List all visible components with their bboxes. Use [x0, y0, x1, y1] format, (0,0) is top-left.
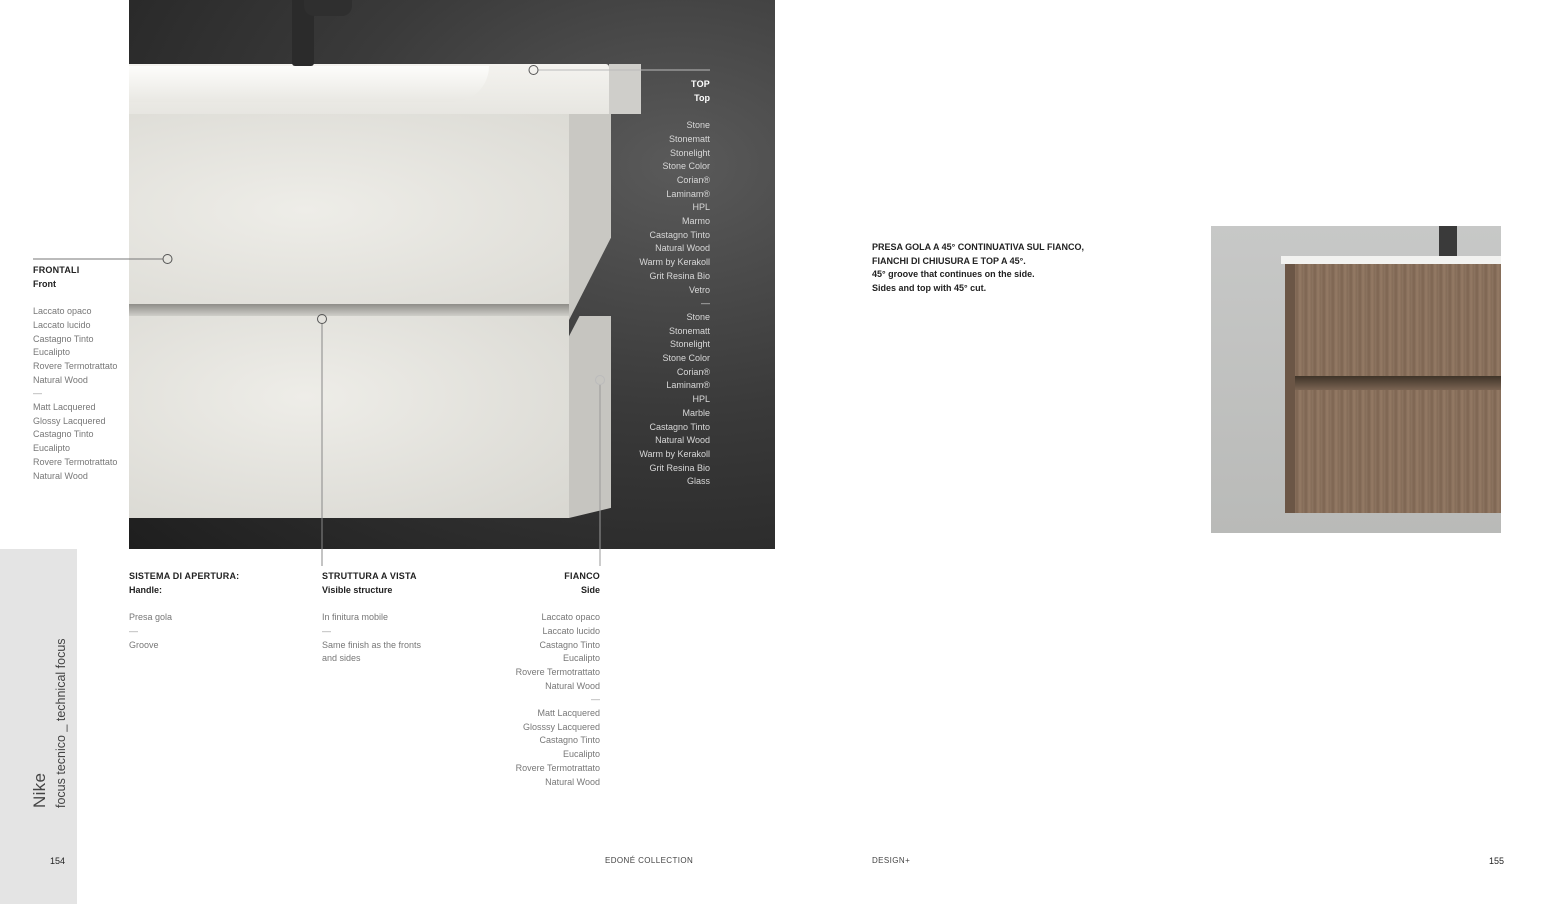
top-item: Vetro — [688, 284, 710, 295]
fianco-item: Laccato opaco — [541, 612, 600, 623]
top-item: Marmo — [681, 216, 710, 227]
top-subheading: Top — [694, 92, 710, 103]
top-item: Marble — [682, 407, 710, 418]
frontali-item: Rovere Termotrattato — [33, 456, 118, 467]
fianco-item: Natural Wood — [545, 680, 600, 691]
top-label — [610, 78, 710, 489]
top-item: Castagno Tinto — [649, 421, 710, 432]
fianco-item: Eucalipto — [562, 653, 600, 664]
top-item: Grit Resina Bio — [649, 462, 710, 473]
top-item: Stonematt — [668, 133, 710, 144]
fianco-item: Castagno Tinto — [539, 639, 600, 650]
photo-sink-basin — [129, 66, 489, 102]
top-item: Stone — [686, 120, 710, 131]
top-item: Corian® — [676, 174, 710, 185]
frontali-item: Laccato opaco — [33, 306, 92, 317]
detail-top-slab — [1281, 256, 1501, 264]
apertura-subheading: Handle: — [129, 584, 163, 595]
apertura-item: Presa gola — [129, 612, 173, 623]
detail-wood-drawer-upper — [1285, 264, 1501, 379]
top-item: Natural Wood — [655, 243, 710, 254]
top-item: Castagno Tinto — [649, 229, 710, 240]
feature-description — [872, 241, 1084, 296]
apertura-item: Groove — [129, 639, 159, 650]
description-line: FIANCHI DI CHIUSURA E TOP A 45°. — [872, 255, 1026, 266]
frontali-separator: — — [33, 388, 42, 399]
frontali-subheading: Front — [33, 278, 56, 289]
frontali-item: Eucalipto — [33, 347, 71, 358]
top-item: HPL — [692, 202, 710, 213]
photo-faucet-arm — [304, 0, 352, 16]
footer-collection: EDONÉ COLLECTION — [605, 856, 694, 865]
fianco-item: Eucalipto — [562, 749, 600, 760]
fianco-heading: FIANCO — [564, 571, 600, 581]
top-item: Corian® — [676, 366, 710, 377]
frontali-item: Matt Lacquered — [33, 402, 96, 413]
frontali-item: Castagno Tinto — [33, 333, 94, 344]
fianco-item: Castagno Tinto — [539, 735, 600, 746]
description-line: PRESA GOLA A 45° CONTINUATIVA SUL FIANCO, — [872, 242, 1084, 252]
top-item: Warm by Kerakoll — [639, 448, 710, 459]
description-line: 45° groove that continues on the side. — [872, 269, 1035, 280]
struttura-item: In finitura mobile — [322, 612, 389, 623]
top-heading: TOP — [691, 79, 710, 89]
struttura-subheading: Visible structure — [322, 584, 393, 595]
detail-wood-drawer-lower — [1285, 390, 1501, 513]
photo-drawer-lower — [129, 316, 569, 518]
top-item: Stone Color — [662, 353, 710, 364]
struttura-item: Same finish as the fronts — [322, 639, 422, 650]
frontali-heading: FRONTALI — [33, 265, 80, 275]
top-item: Warm by Kerakoll — [639, 257, 710, 268]
page-number-left: 154 — [50, 856, 66, 866]
fianco-subheading: Side — [580, 584, 600, 595]
fianco-separator: — — [591, 694, 600, 705]
fianco-item: Matt Lacquered — [537, 708, 600, 719]
detail-wood-side — [1285, 264, 1295, 513]
fianco-label — [480, 570, 600, 789]
section-subtitle: focus tecnico _ technical focus — [54, 638, 68, 808]
apertura-separator: — — [129, 625, 138, 636]
collection-title: Nike — [30, 772, 49, 808]
top-separator: — — [701, 298, 710, 309]
fianco-item: Rovere Termotrattato — [515, 762, 600, 773]
photo-drawer-upper-side — [569, 114, 611, 320]
photo-groove — [129, 304, 569, 316]
top-item: HPL — [692, 394, 710, 405]
description-line: Sides and top with 45° cut. — [872, 283, 987, 294]
photo-drawer-lower-side — [569, 316, 611, 518]
page-number-right: 155 — [1489, 856, 1505, 866]
detail-product-photo — [1211, 226, 1501, 533]
frontali-label — [33, 264, 117, 483]
fianco-item: Natural Wood — [545, 776, 600, 787]
struttura-separator: — — [322, 625, 331, 636]
struttura-heading: STRUTTURA A VISTA — [322, 571, 417, 581]
fianco-item: Laccato lucido — [542, 625, 600, 636]
frontali-item: Laccato lucido — [33, 319, 91, 330]
footer-brand: DESIGN+ — [872, 856, 911, 865]
apertura-heading: SISTEMA DI APERTURA: — [129, 571, 240, 581]
frontali-item: Eucalipto — [33, 443, 71, 454]
photo-drawer-upper — [129, 114, 569, 306]
top-item: Laminam® — [666, 380, 710, 391]
top-item: Stone Color — [662, 161, 710, 172]
detail-faucet — [1439, 226, 1457, 256]
top-item: Grit Resina Bio — [649, 270, 710, 281]
top-item: Laminam® — [666, 188, 710, 199]
frontali-item: Rovere Termotrattato — [33, 360, 118, 371]
frontali-item: Natural Wood — [33, 374, 88, 385]
apertura-label — [129, 570, 239, 652]
fianco-item: Glosssy Lacquered — [522, 721, 600, 732]
top-item: Glass — [686, 476, 710, 487]
struttura-item: and sides — [322, 653, 361, 664]
top-item: Stonelight — [669, 147, 710, 158]
fianco-item: Rovere Termotrattato — [515, 666, 600, 677]
detail-groove — [1285, 376, 1501, 390]
struttura-label — [322, 570, 421, 666]
top-item: Stonematt — [668, 325, 710, 336]
top-item: Stone — [686, 311, 710, 322]
top-item: Natural Wood — [655, 435, 710, 446]
frontali-item: Castagno Tinto — [33, 429, 94, 440]
frontali-item: Natural Wood — [33, 470, 88, 481]
top-item: Stonelight — [669, 339, 710, 350]
frontali-item: Glossy Lacquered — [33, 415, 106, 426]
